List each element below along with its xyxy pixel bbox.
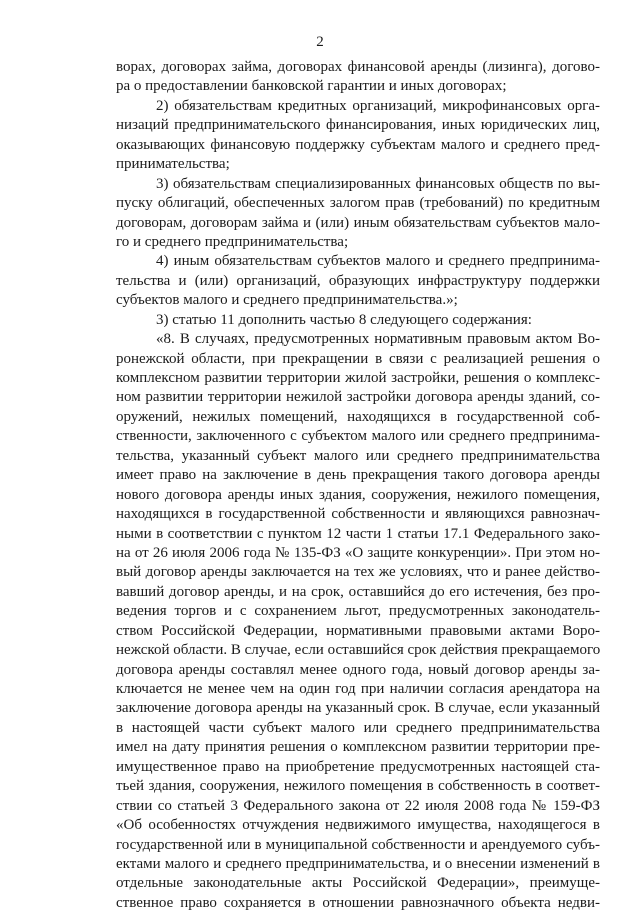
text-line: ра о предоставлении банковской гарантии и иных договорах; (116, 78, 507, 95)
text-line: ном развитии территории нежилой застройки договора аренды зданий, со- (116, 389, 600, 406)
text-line: государственной или в муниципальной собственности и арендуемого субъ- (116, 836, 600, 853)
document-body (116, 58, 600, 913)
text-line: «Об особенностях отчуждения недвижимого имущества, находящегося в (116, 817, 600, 834)
text-line: нового договора аренды иных здания, сооружения, нежилого помещения, (116, 486, 600, 503)
text-line: имущественное право на приобретение предусмотренных настоящей ста- (116, 758, 600, 775)
text-line: в настоящей части субъект малого или среднего предпринимательства (116, 719, 600, 736)
text-line: 2) обязательствам кредитных организаций, микрофинансовых орга- (156, 97, 600, 114)
text-line: ронежской области, при прекращении в связи с реализацией решения о (116, 350, 600, 367)
text-line: заключение договора аренды на указанный срок. В случае, если указанный (116, 700, 600, 717)
text-line: субъектов малого и среднего предпринимательства.»; (116, 292, 458, 309)
text-line: комплексном развитии территории жилой застройки, решения о комплекс- (116, 370, 600, 386)
text-line: тельства, указанный субъект малого или среднего предпринимательства (116, 447, 600, 464)
text-line: «8. В случаях, предусмотренных нормативным правовым актом Во- (156, 331, 600, 348)
text-line: договора аренды составлял менее одного года, новый договор аренды за- (116, 661, 600, 678)
text-line: низаций предпринимательского финансирования, иных юридических лиц, (116, 117, 600, 134)
text-line: 4) иным обязательствам субъектов малого и среднего предпринима- (156, 253, 600, 270)
text-line: отдельные законодательные акты Российской Федерации», преимуще- (116, 875, 600, 892)
text-line: ством Российской Федерации, нормативными правовыми актами Воро- (116, 622, 600, 639)
text-line: имеет право на заключение в день прекращения такого договора аренды (116, 467, 600, 484)
text-line: принимательства; (116, 156, 230, 173)
text-line: находящихся в государственной собственности и являющихся равнознач- (116, 506, 600, 523)
text-line: нежской области. В случае, если оставшийся срок действия прекращаемого (116, 642, 600, 659)
text-line: оружений, нежилых помещений, находящихся в государственной соб- (116, 408, 600, 425)
text-line: договорам, договорам займа и (или) иным обязательствам субъектов мало- (116, 214, 600, 231)
text-line: имел на дату принятия решения о комплексном развитии территории пре- (116, 739, 600, 756)
text-line: ворах, договорах займа, договорах финансовой аренды (лизинга), догово- (116, 59, 600, 75)
text-line: ключается не менее чем на один год при наличии согласия арендатора на (116, 681, 600, 697)
text-line: тельства и (или) организаций, образующих инфраструктуру поддержки (116, 272, 600, 289)
text-line: 3) статью 11 дополнить частью 8 следующего содержания: (156, 311, 532, 328)
text-line: ными в соответствии с пунктом 12 части 1 статьи 17.1 Федерального зако- (116, 525, 600, 542)
text-line: 3) обязательствам специализированных финансовых обществ по вы- (156, 175, 600, 192)
text-line: на от 26 июля 2006 года № 135-ФЗ «О защите конкуренции». При этом но- (116, 544, 600, 561)
text-line: ведения торгов и с сохранением льгот, предусмотренных законодатель- (116, 603, 600, 620)
text-line: ственности, заключенного с субъектом малого или среднего предпринима- (116, 428, 600, 445)
text-line: ектами малого и среднего предпринимательства, и о внесении изменений в (116, 855, 600, 872)
text-line: тьей здания, сооружения, нежилого помещения в собственность в соответ- (116, 778, 600, 795)
text-line: го и среднего предпринимательства; (116, 233, 349, 250)
text-line: вый договор аренды заключается на тех же условиях, что и ранее действо- (116, 564, 600, 581)
text-line: оказывающих финансовую поддержку субъектам малого и среднего пред- (116, 136, 600, 153)
text-line: вавший договор аренды, и на срок, оставшийся до его истечения, без про- (116, 583, 600, 600)
text-line: ствии со статьей 3 Федерального закона от 22 июля 2008 года № 159-ФЗ (116, 797, 600, 814)
text-line: ственное право сохраняется в отношении равнозначного объекта недви- (116, 894, 600, 911)
text-line: пуску облигаций, обеспеченных залогом прав (требований) по кредитным (116, 195, 600, 212)
page-number: 2 (316, 34, 324, 50)
